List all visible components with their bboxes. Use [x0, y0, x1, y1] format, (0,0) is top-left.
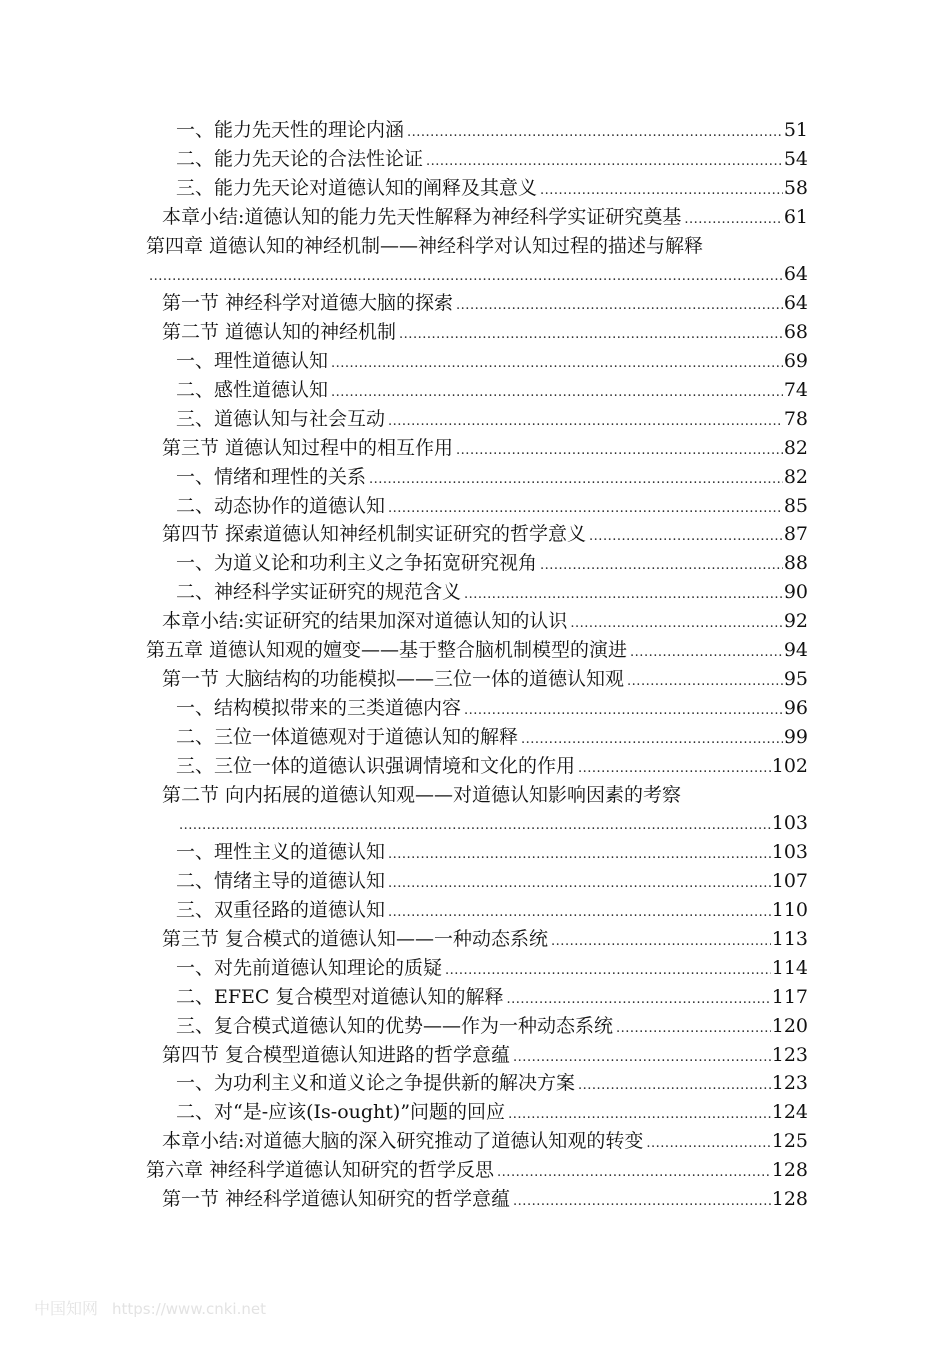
toc-entry-title: 第四章 道德认知的神经机制——神经科学对认知过程的描述与解释 [146, 234, 704, 257]
toc-entry-page: 123 [771, 1072, 808, 1095]
toc-entry[interactable] [0, 636, 952, 665]
toc-entry-page: 74 [783, 379, 808, 402]
toc-entry[interactable] [0, 318, 952, 347]
toc-dot-leader [445, 957, 771, 986]
toc-entry[interactable] [0, 520, 952, 549]
toc-dot-leader [589, 523, 783, 552]
toc-entry-page: 103 [771, 841, 808, 864]
toc-dot-leader [369, 466, 783, 495]
toc-entry-title: 第六章 神经科学道德认知研究的哲学反思 [146, 1159, 495, 1182]
toc-dot-leader [684, 206, 782, 235]
toc-entry-page: 94 [783, 639, 808, 662]
toc-entry-title: 一、结构模拟带来的三类道德内容 [176, 696, 462, 719]
toc-entry-title: 一、为道义论和功利主义之争拓宽研究视角 [176, 552, 538, 575]
toc-entry-page: 82 [783, 465, 808, 488]
toc-entry-title: 二、EFEC 复合模型对道德认知的解释 [176, 985, 504, 1008]
toc-entry[interactable] [0, 1069, 952, 1098]
toc-dot-leader [388, 870, 771, 899]
toc-entry-title: 三、双重径路的道德认知 [176, 899, 386, 922]
toc-entry[interactable] [0, 203, 952, 232]
toc-dot-leader [388, 841, 771, 870]
toc-entry[interactable] [0, 1098, 952, 1127]
toc-entry-page: 102 [771, 754, 808, 777]
toc-dot-leader [399, 321, 783, 350]
toc-entry-page: 114 [771, 956, 808, 979]
toc-entry-title: 本章小结:实证研究的结果加深对道德认知的认识 [162, 610, 568, 633]
toc-entry-title: 二、神经科学实证研究的规范含义 [176, 581, 462, 604]
toc-entry-title: 第二节 向内拓展的道德认知观——对道德认知影响因素的考察 [162, 783, 682, 806]
toc-dot-leader [331, 350, 783, 379]
table-of-contents [0, 116, 952, 1214]
toc-entry-title: 第一节 大脑结构的功能模拟——三位一体的道德认知观 [162, 667, 625, 690]
toc-dot-leader [513, 1044, 771, 1073]
watermark-brand: 中国知网 [34, 1299, 99, 1318]
toc-entry[interactable] [0, 983, 952, 1012]
toc-entry-title: 第四节 探索道德认知神经机制实证研究的哲学意义 [162, 523, 587, 546]
toc-entry[interactable] [0, 376, 952, 405]
toc-entry-page: 92 [783, 610, 808, 633]
toc-entry[interactable] [0, 694, 952, 723]
toc-dot-leader [464, 581, 783, 610]
toc-entry[interactable] [0, 1127, 952, 1156]
toc-entry-title: 第三节 复合模式的道德认知——一种动态系统 [162, 927, 549, 950]
toc-entry-title: 三、三位一体的道德认识强调情境和文化的作用 [176, 754, 576, 777]
toc-dot-leader [149, 263, 783, 292]
toc-dot-leader [578, 1072, 771, 1101]
toc-entry[interactable] [0, 434, 952, 463]
toc-dot-leader [540, 177, 783, 206]
toc-dot-leader [540, 552, 783, 581]
toc-entry[interactable] [0, 1041, 952, 1070]
toc-entry-page: 110 [771, 899, 808, 922]
toc-entry-title: 第二节 道德认知的神经机制 [162, 321, 397, 344]
toc-dot-leader [456, 292, 783, 321]
toc-entry-title: 一、为功利主义和道义论之争提供新的解决方案 [176, 1072, 576, 1095]
toc-dot-leader [507, 986, 771, 1015]
toc-entry[interactable] [0, 492, 952, 521]
toc-dot-leader [646, 1130, 770, 1159]
toc-entry-page: 107 [771, 870, 808, 893]
toc-entry-page: 64 [783, 292, 808, 315]
toc-entry[interactable] [0, 838, 952, 867]
toc-entry-page: 78 [783, 407, 808, 430]
cnki-watermark [34, 1296, 266, 1319]
toc-entry-title: 二、感性道德认知 [176, 379, 329, 402]
toc-entry-page: 58 [783, 176, 808, 199]
toc-dot-leader [627, 668, 783, 697]
toc-entry-page: 124 [771, 1101, 808, 1124]
toc-entry-page: 117 [771, 985, 808, 1008]
toc-entry[interactable] [0, 1156, 952, 1185]
toc-dot-leader [407, 119, 783, 148]
toc-dot-leader [616, 1015, 771, 1044]
toc-entry-page: 123 [771, 1043, 808, 1066]
toc-entry-page: 85 [783, 494, 808, 517]
toc-entry-page: 64 [783, 263, 808, 286]
toc-dot-leader [456, 437, 783, 466]
toc-dot-leader [521, 726, 783, 755]
toc-entry[interactable] [0, 665, 952, 694]
toc-entry[interactable] [0, 116, 952, 145]
toc-entry-title: 一、理性主义的道德认知 [176, 841, 386, 864]
toc-entry-title: 三、复合模式道德认知的优势——作为一种动态系统 [176, 1014, 614, 1037]
toc-entry[interactable] [0, 781, 952, 839]
toc-entry-title: 二、对“是-应该(Is-ought)”问题的回应 [176, 1101, 506, 1124]
toc-entry-title: 二、能力先天论的合法性论证 [176, 147, 424, 170]
toc-entry-page: 95 [783, 667, 808, 690]
toc-entry-page: 103 [771, 812, 808, 835]
toc-entry[interactable] [0, 405, 952, 434]
toc-entry[interactable] [0, 1012, 952, 1041]
toc-dot-leader [426, 148, 783, 177]
toc-dot-leader [497, 1159, 771, 1188]
toc-entry-page: 82 [783, 436, 808, 459]
toc-entry[interactable] [0, 867, 952, 896]
toc-entry-page: 51 [783, 119, 808, 141]
toc-entry[interactable] [0, 723, 952, 752]
toc-entry-title: 第四节 复合模型道德认知进路的哲学意蕴 [162, 1043, 511, 1066]
toc-entry-page: 128 [771, 1187, 808, 1210]
toc-dot-leader [508, 1101, 771, 1130]
toc-entry[interactable] [0, 289, 952, 318]
toc-dot-leader [513, 1188, 771, 1217]
toc-entry-title: 二、动态协作的道德认知 [176, 494, 386, 517]
toc-dot-leader [331, 379, 783, 408]
toc-dot-leader [551, 928, 771, 957]
toc-entry-page: 113 [771, 927, 808, 950]
toc-entry-title: 第一节 神经科学对道德大脑的探索 [162, 292, 454, 315]
toc-entry[interactable] [0, 578, 952, 607]
toc-entry[interactable] [0, 463, 952, 492]
toc-entry-page: 68 [783, 321, 808, 344]
toc-entry[interactable] [0, 896, 952, 925]
toc-entry-page: 61 [783, 205, 808, 228]
toc-entry-title: 第五章 道德认知观的嬗变——基于整合脑机制模型的演进 [146, 639, 628, 662]
toc-entry-title: 本章小结:道德认知的能力先天性解释为神经科学实证研究奠基 [162, 205, 682, 228]
toc-entry-title: 三、能力先天论对道德认知的阐释及其意义 [176, 176, 538, 199]
toc-entry-page: 125 [771, 1130, 808, 1153]
toc-dot-leader [179, 812, 771, 841]
toc-entry-title: 本章小结:对道德大脑的深入研究推动了道德认知观的转变 [162, 1130, 644, 1153]
toc-entry-title: 一、理性道德认知 [176, 350, 329, 373]
toc-entry[interactable] [0, 752, 952, 781]
toc-entry-page: 99 [783, 725, 808, 748]
toc-entry-title: 一、情绪和理性的关系 [176, 465, 367, 488]
toc-entry-page: 128 [771, 1159, 808, 1182]
toc-entry[interactable] [0, 174, 952, 203]
toc-dot-leader [630, 639, 783, 668]
toc-entry-title: 一、能力先天性的理论内涵 [176, 119, 405, 141]
toc-entry-title: 三、道德认知与社会互动 [176, 407, 386, 430]
toc-entry-page: 96 [783, 696, 808, 719]
toc-entry[interactable] [0, 232, 952, 290]
toc-entry-page: 54 [783, 147, 808, 170]
toc-entry-title: 第一节 神经科学道德认知研究的哲学意蕴 [162, 1187, 511, 1210]
toc-entry-page: 120 [771, 1014, 808, 1037]
toc-entry-page: 69 [783, 350, 808, 373]
toc-entry-title: 二、三位一体道德观对于道德认知的解释 [176, 725, 519, 748]
toc-entry[interactable] [0, 954, 952, 983]
toc-entry[interactable] [0, 607, 952, 636]
toc-entry-title: 第三节 道德认知过程中的相互作用 [162, 436, 454, 459]
toc-entry-page: 87 [783, 523, 808, 546]
toc-dot-leader [388, 899, 771, 928]
toc-entry[interactable] [0, 925, 952, 954]
toc-dot-leader [388, 408, 783, 437]
toc-entry[interactable] [0, 1185, 952, 1214]
toc-entry[interactable] [0, 145, 952, 174]
toc-entry[interactable] [0, 347, 952, 376]
toc-entry[interactable] [0, 549, 952, 578]
toc-dot-leader [388, 495, 783, 524]
toc-dot-leader [464, 697, 783, 726]
toc-entry-title: 一、对先前道德认知理论的质疑 [176, 956, 443, 979]
toc-entry-title: 二、情绪主导的道德认知 [176, 870, 386, 893]
watermark-url: https://www.cnki.net [112, 1300, 266, 1318]
toc-entry-page: 90 [783, 581, 808, 604]
toc-dot-leader [578, 755, 771, 784]
toc-dot-leader [570, 610, 782, 639]
toc-entry-page: 88 [783, 552, 808, 575]
